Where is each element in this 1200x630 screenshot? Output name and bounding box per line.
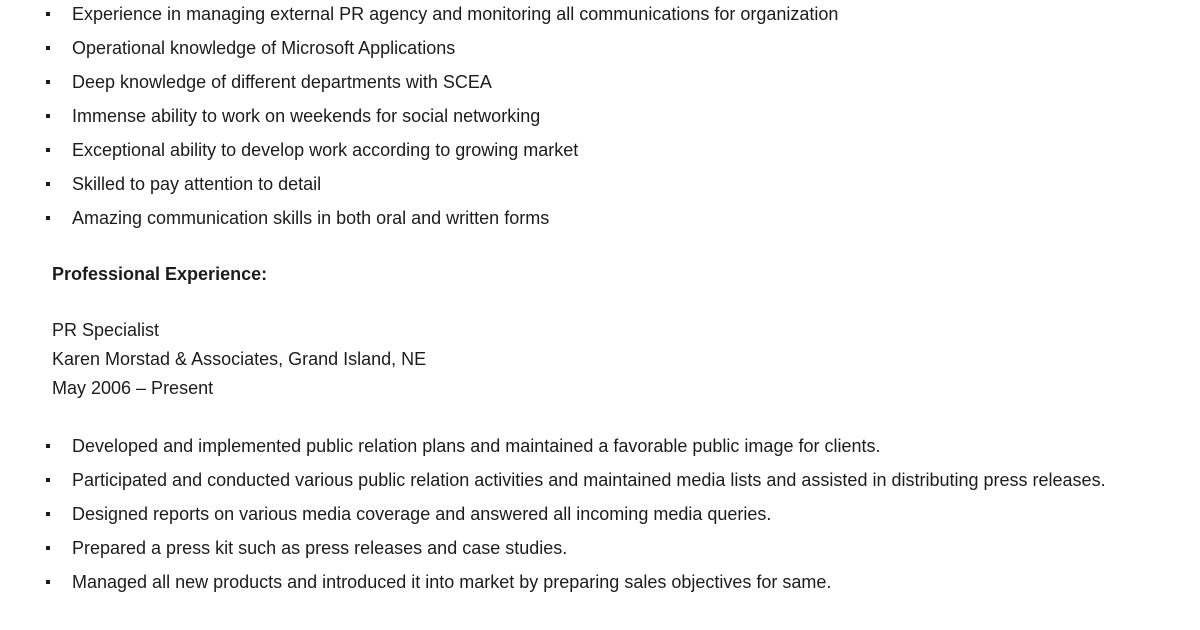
skill-text: Immense ability to work on weekends for social networking (72, 106, 541, 126)
job-entry (52, 316, 426, 403)
duty-text: Participated and conducted various public relation activities and maintained media lists and assisted in distributing press releases. (72, 470, 1106, 490)
skill-item (0, 31, 838, 65)
bullet-square-icon (46, 182, 50, 186)
bullet-square-icon (46, 478, 50, 482)
skill-item (0, 0, 838, 31)
bullet-square-icon (46, 46, 50, 50)
skills-list (0, 0, 838, 235)
duty-item (0, 497, 1132, 531)
section-heading-professional-experience: Professional Experience: (52, 264, 268, 284)
bullet-square-icon (46, 114, 50, 118)
skill-text: Exceptional ability to develop work according to growing market (72, 140, 579, 160)
job-title: PR Specialist (52, 320, 160, 340)
duty-text: Developed and implemented public relation plans and maintained a favorable public image for clients. (72, 436, 881, 456)
duty-item (0, 429, 1132, 463)
bullet-square-icon (46, 512, 50, 516)
skill-item (0, 65, 838, 99)
duty-text: Designed reports on various media coverage and answered all incoming media queries. (72, 504, 772, 524)
skill-item (0, 99, 838, 133)
skill-text: Operational knowledge of Microsoft Applications (72, 38, 456, 58)
skill-item (0, 201, 838, 235)
bullet-square-icon (46, 580, 50, 584)
bullet-square-icon (46, 444, 50, 448)
skill-text: Skilled to pay attention to detail (72, 174, 322, 194)
duty-item (0, 463, 1132, 497)
bullet-square-icon (46, 546, 50, 550)
skill-item (0, 167, 838, 201)
bullet-square-icon (46, 80, 50, 84)
duties-list (0, 429, 1132, 599)
skill-text: Amazing communication skills in both oral and written forms (72, 208, 550, 228)
bullet-square-icon (46, 12, 50, 16)
skill-item (0, 133, 838, 167)
skill-text: Deep knowledge of different departments with SCEA (72, 72, 492, 92)
job-company: Karen Morstad & Associates, Grand Island, NE (52, 349, 427, 369)
duty-text: Prepared a press kit such as press releases and case studies. (72, 538, 568, 558)
duty-item (0, 565, 1132, 599)
duty-text: Managed all new products and introduced it into market by preparing sales objectives for same. (72, 572, 832, 592)
bullet-square-icon (46, 148, 50, 152)
job-dates: May 2006 – Present (52, 378, 214, 398)
bullet-square-icon (46, 216, 50, 220)
duty-item (0, 531, 1132, 565)
skill-text: Experience in managing external PR agency and monitoring all communications for organization (72, 4, 839, 24)
